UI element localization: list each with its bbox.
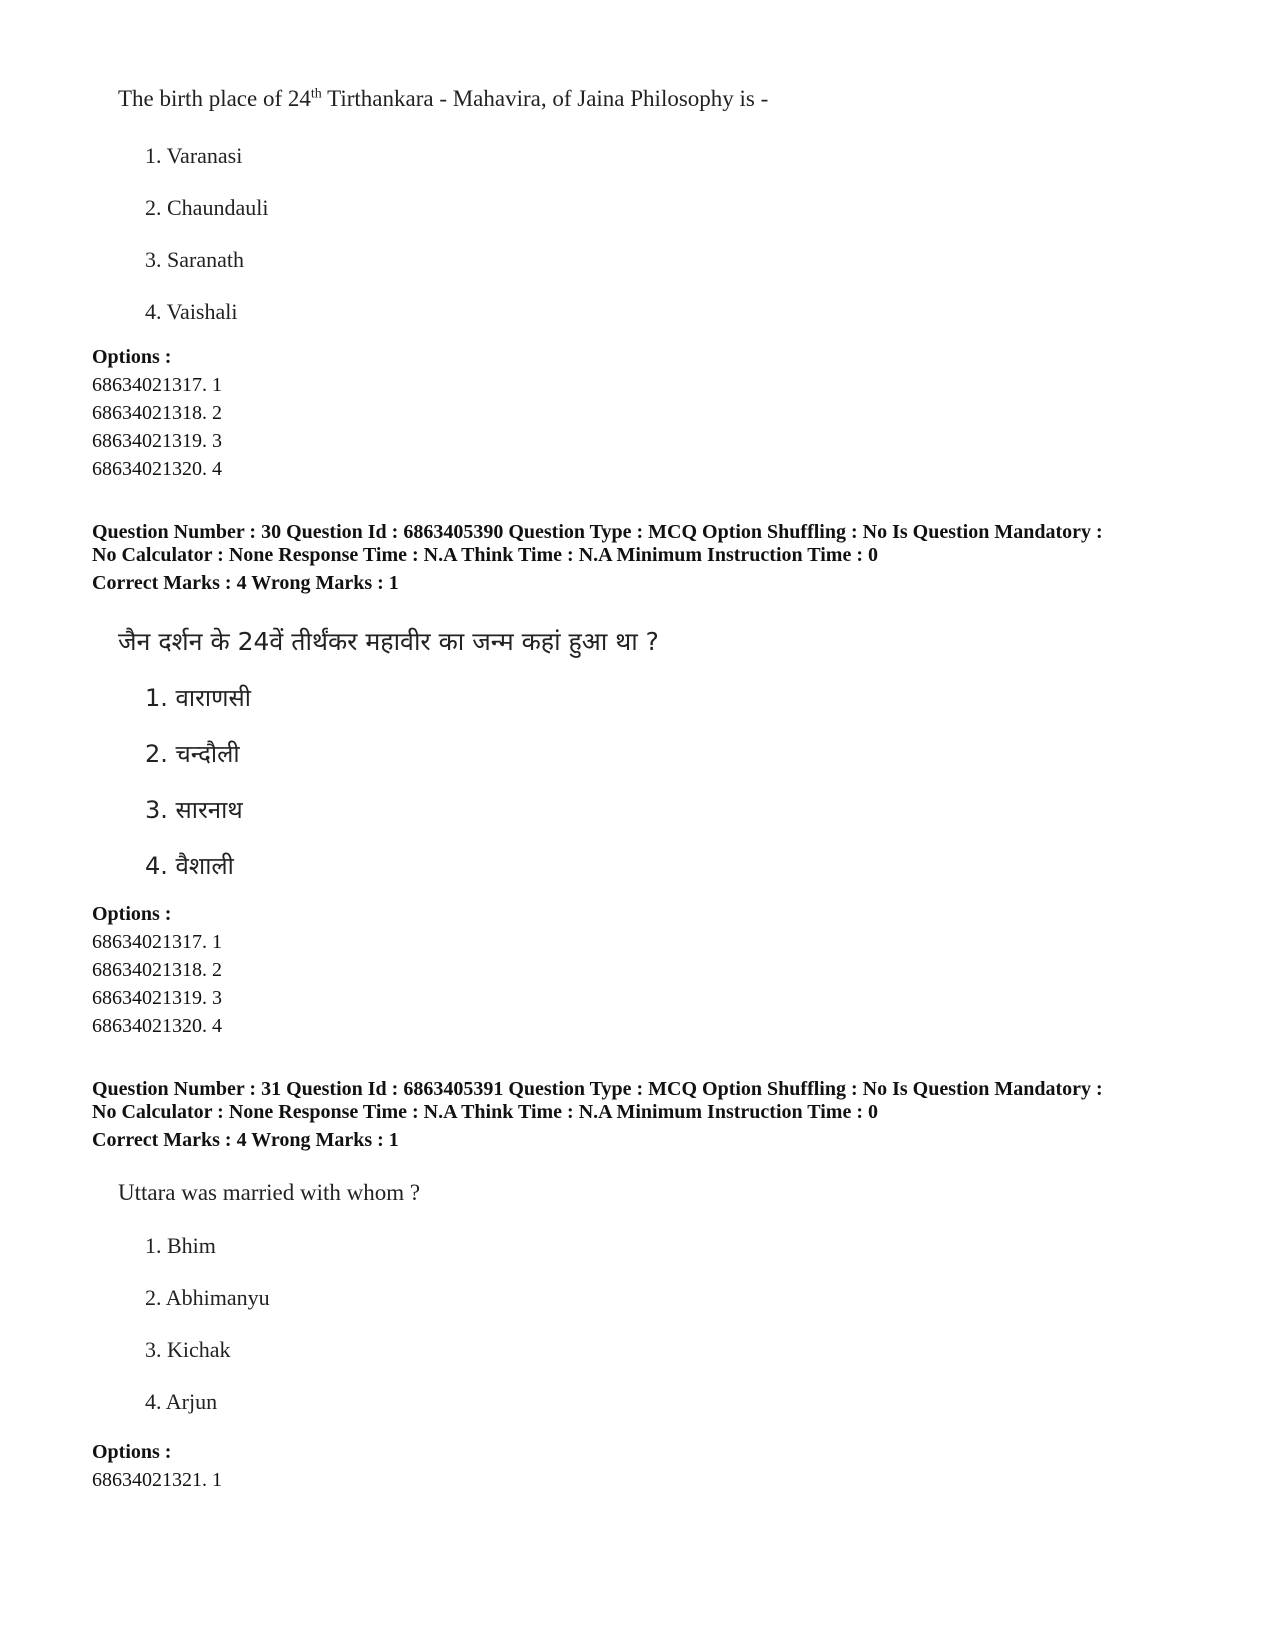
question-31-option-id-1: 68634021321. 1: [92, 1469, 222, 1491]
question-30-options-label: Options :: [92, 903, 172, 925]
question-29-option-id-3: 68634021319. 3: [92, 430, 222, 452]
question-31-header-line2: No Calculator : None Response Time : N.A Think Time : N.A Minimum Instruction Time : 0: [92, 1101, 878, 1123]
question-31-choice-3: 3. Kichak: [145, 1337, 231, 1362]
question-31-marks: Correct Marks : 4 Wrong Marks : 1: [92, 1129, 399, 1151]
question-30-text: जैन दर्शन के 24वें तीर्थंकर महावीर का जन्म कहां हुआ था ?: [118, 627, 659, 656]
question-29-choice-1: 1. Varanasi: [145, 143, 243, 168]
question-30-marks: Correct Marks : 4 Wrong Marks : 1: [92, 572, 399, 594]
question-31-choice-2: 2. Abhimanyu: [145, 1285, 270, 1310]
question-29-option-id-4: 68634021320. 4: [92, 458, 222, 480]
question-30-option-id-4: 68634021320. 4: [92, 1015, 222, 1037]
question-30-option-id-2: 68634021318. 2: [92, 959, 222, 981]
question-29-choice-2: 2. Chaundauli: [145, 195, 269, 220]
question-29-choice-4: 4. Vaishali: [145, 299, 238, 324]
question-31-text: Uttara was married with whom ?: [118, 1180, 421, 1205]
question-30-choice-4: 4. वैशाली: [145, 852, 234, 880]
question-30-choice-3: 3. सारनाथ: [145, 796, 243, 824]
question-29-option-id-2: 68634021318. 2: [92, 402, 222, 424]
question-30-option-id-1: 68634021317. 1: [92, 931, 222, 953]
question-29-option-id-1: 68634021317. 1: [92, 374, 222, 396]
question-29-text-part: Tirthankara - Mahavira, of Jaina Philosophy is -: [321, 86, 769, 111]
question-30-choice-1: 1. वाराणसी: [145, 684, 251, 712]
question-29-text-part: The birth place of 24: [118, 86, 311, 111]
question-31-header-line1: Question Number : 31 Question Id : 6863405391 Question Type : MCQ Option Shuffling : No Is Question Mandatory :: [92, 1078, 1103, 1100]
question-31-choice-4: 4. Arjun: [145, 1389, 218, 1414]
question-31-options-label: Options :: [92, 1441, 172, 1463]
question-30-header-line2: No Calculator : None Response Time : N.A Think Time : N.A Minimum Instruction Time : 0: [92, 544, 878, 566]
question-30-choice-2: 2. चन्दौली: [145, 740, 240, 768]
question-29-options-label: Options :: [92, 346, 172, 368]
question-29-text: [118, 86, 768, 112]
question-30-option-id-3: 68634021319. 3: [92, 987, 222, 1009]
question-30-header-line1: Question Number : 30 Question Id : 6863405390 Question Type : MCQ Option Shuffling : No Is Question Mandatory :: [92, 521, 1103, 543]
question-29-superscript: th: [310, 86, 322, 102]
question-29-choice-3: 3. Saranath: [145, 247, 244, 272]
question-31-choice-1: 1. Bhim: [145, 1233, 216, 1258]
